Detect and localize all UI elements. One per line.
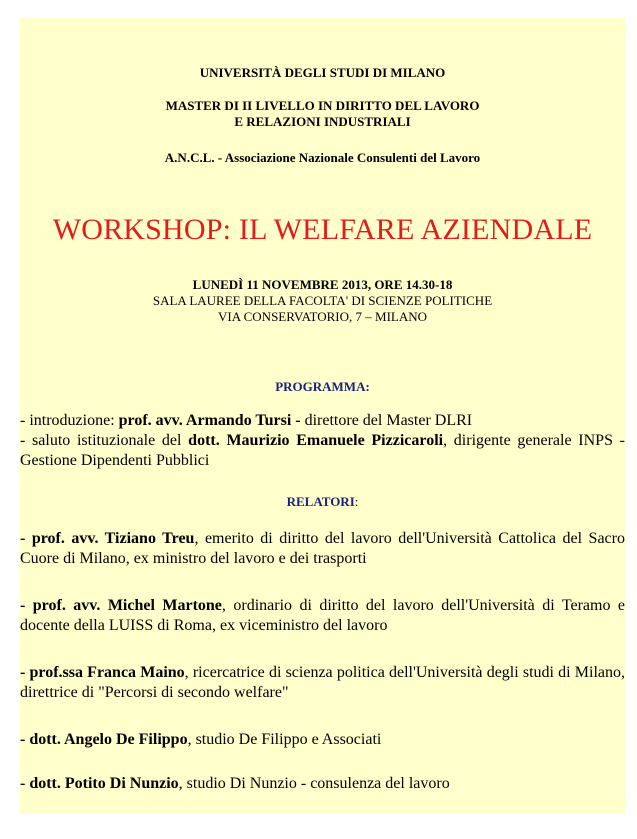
saluto-prefix: - saluto istituzionale del — [20, 432, 189, 449]
programma-intro — [20, 411, 625, 431]
event-date-time: LUNEDÌ 11 NOVEMBRE 2013, ORE 14.30-18 — [192, 277, 453, 292]
workshop-title: WORKSHOP: IL WELFARE AZIENDALE — [52, 213, 593, 246]
university-name: UNIVERSITÀ DEGLI STUDI DI MILANO — [199, 65, 446, 80]
event-details — [20, 277, 625, 325]
relatore-name: - prof. avv. Michel Martone — [20, 597, 222, 614]
relatori-heading-text: RELATORI — [286, 494, 355, 509]
master-title-line-2: E RELAZIONI INDUSTRIALI — [234, 114, 411, 129]
saluto-speaker-name: dott. Maurizio Emanuele Pizzicaroli — [188, 432, 444, 449]
master-title-line-1: MASTER DI II LIVELLO IN DIRITTO DEL LAVORO — [165, 98, 480, 113]
relatore-role: , ricercatrice di scienza politica dell'Università degli studi di Milano, direttrice di "Percorsi di secondo welfare" — [20, 664, 625, 701]
relatore-role: , studio De Filippo e Associati — [187, 731, 382, 748]
relatore-item — [20, 774, 625, 794]
event-venue: SALA LAUREE DELLA FACOLTA' DI SCIENZE POLITICHE — [152, 293, 493, 308]
master-title — [20, 98, 625, 130]
programma-heading: PROGRAMMA: — [275, 379, 370, 394]
programma-saluto — [20, 431, 625, 471]
relatore-item — [20, 663, 625, 703]
relatore-role: , emerito di diritto del lavoro dell'Università Cattolica del Sacro Cuore di Milano, ex ministro del lavoro e dei trasporti — [20, 530, 625, 567]
intro-prefix: - introduzione: — [20, 412, 119, 429]
relatore-item — [20, 529, 625, 569]
relatore-name: - dott. Angelo De Filippo — [20, 731, 188, 748]
relatore-item — [20, 596, 625, 636]
intro-speaker-role: direttore del Master DLRI — [300, 412, 473, 429]
relatore-role: , studio Di Nunzio - consulenza del lavoro — [178, 775, 450, 792]
event-address: VIA CONSERVATORIO, 7 – MILANO — [217, 309, 428, 324]
relatore-name: - dott. Potito Di Nunzio — [20, 775, 179, 792]
saluto-speaker-role: , dirigente generale INPS - Gestione Dipendenti Pubblici — [20, 432, 626, 469]
ancl-line: A.N.C.L. - Associazione Nazionale Consulenti del Lavoro — [164, 150, 481, 165]
relatore-item — [20, 730, 625, 750]
flyer-page — [20, 18, 625, 814]
relatore-name: - prof.ssa Franca Maino — [20, 664, 185, 681]
relatori-heading-colon: : — [354, 494, 359, 509]
relatore-role: , ordinario di diritto del lavoro dell'Università di Teramo e docente della LUISS di Roma, ex viceministro del lavoro — [20, 597, 626, 634]
relatore-name: - prof. avv. Tiziano Treu — [20, 530, 195, 547]
intro-speaker-name: prof. avv. Armando Tursi - — [118, 412, 301, 429]
relatori-heading — [20, 494, 625, 510]
